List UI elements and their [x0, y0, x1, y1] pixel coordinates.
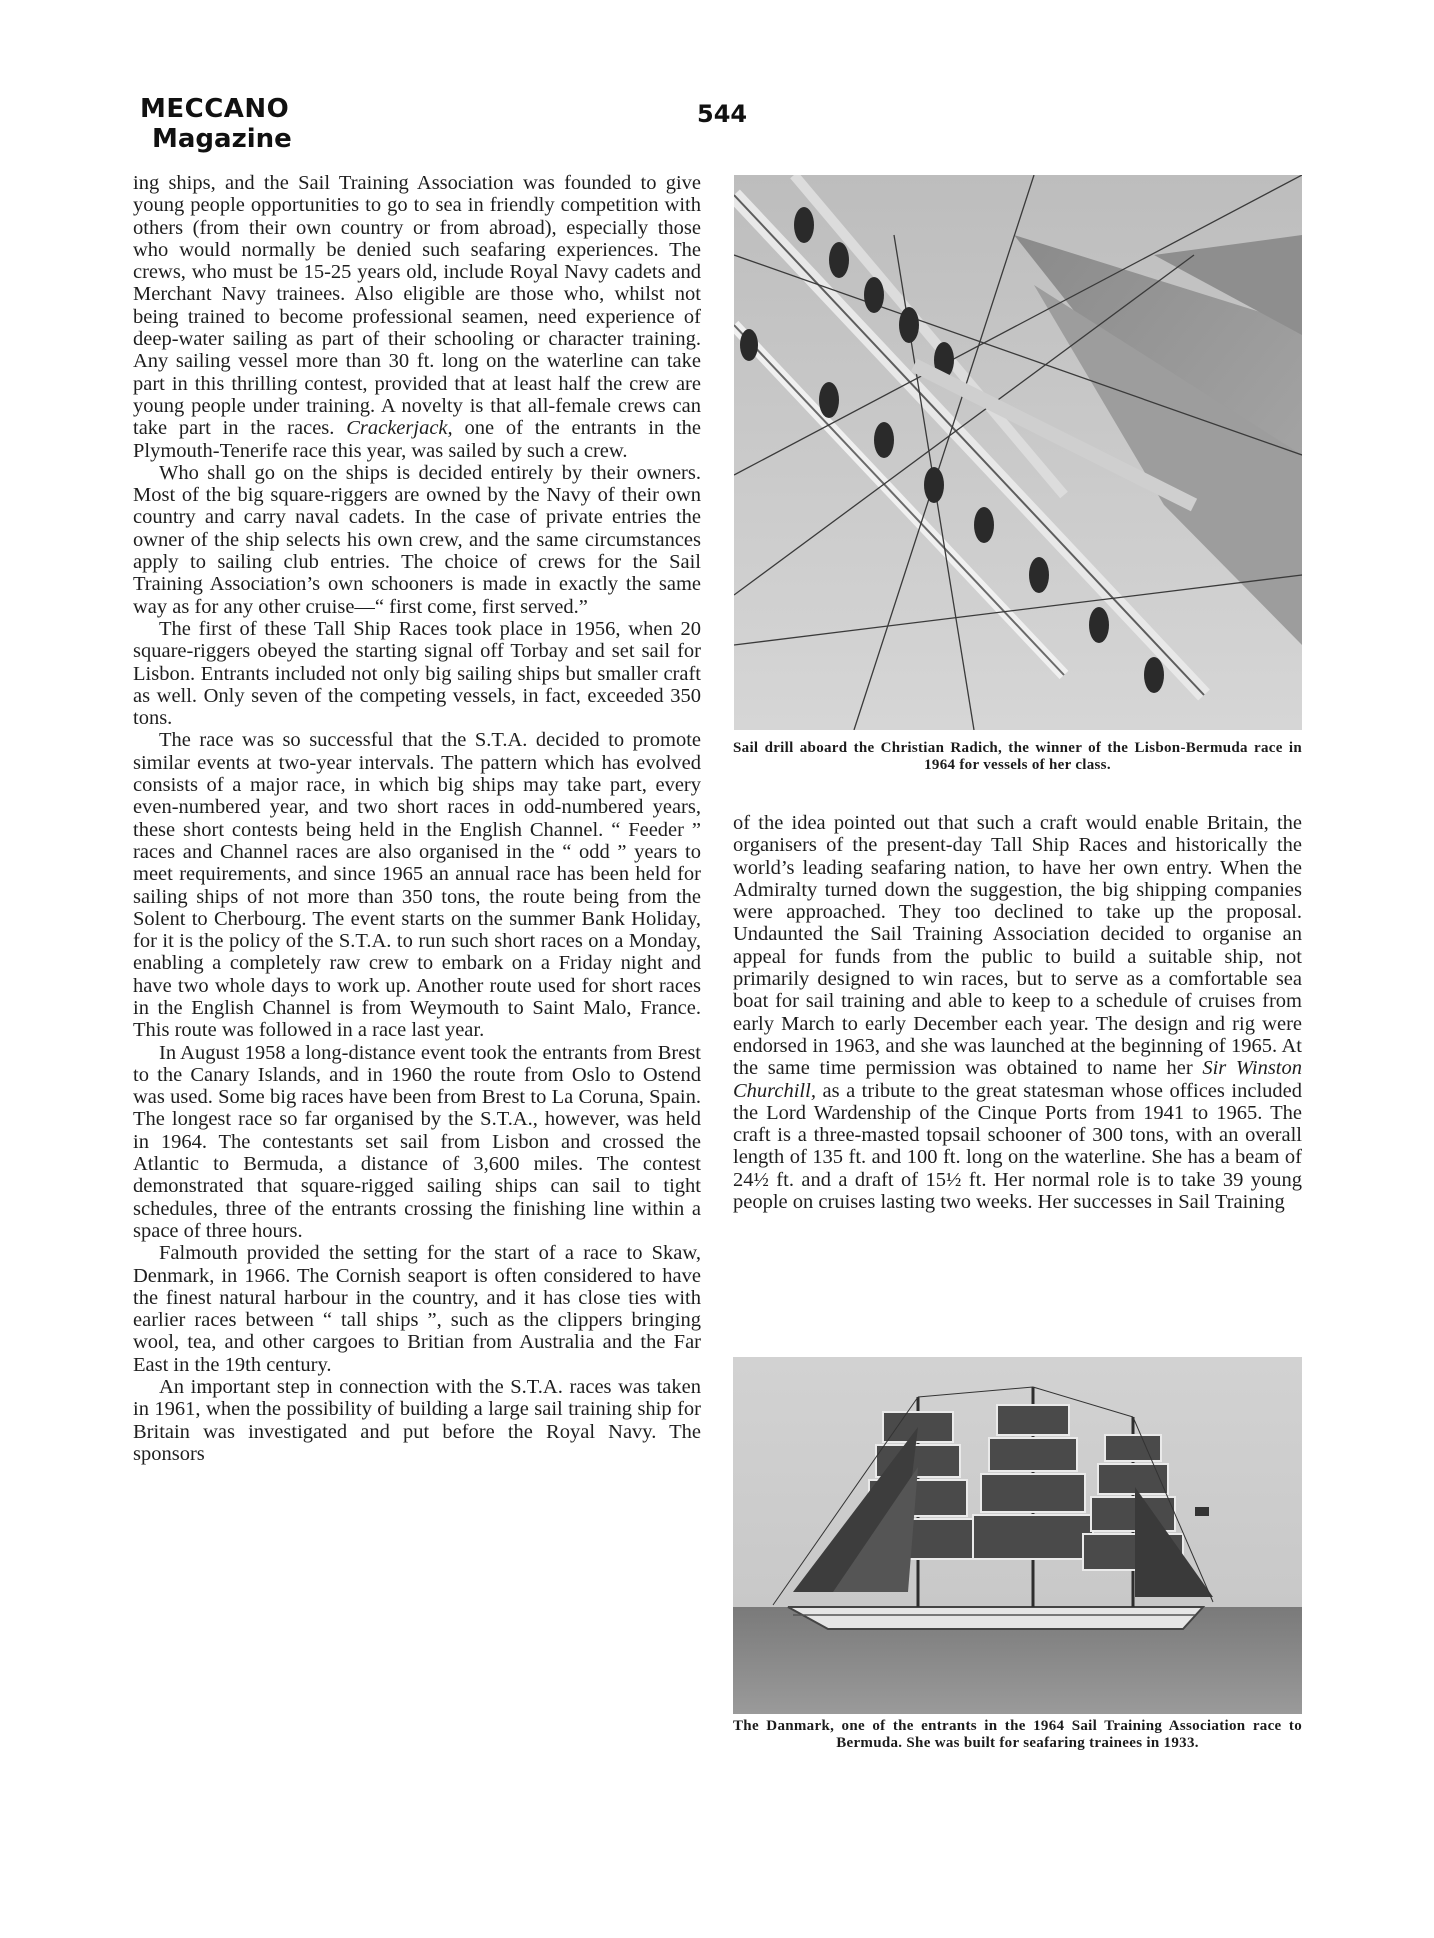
- paragraph: Who shall go on the ships is decided entirely by their owners. Most of the big square-riggers are owned by the Navy of their own country and carry naval cadets. In the case of private entries the owner of the ship selects his own crew, and the same circumstances apply to sailing club entries. The choice of crews for the Sail Training Association’s own schooners is made in exactly the same way as for any other cruise—“ first come, first served.”: [133, 461, 701, 618]
- paragraph: In August 1958 a long-distance event took the entrants from Brest to the Canary Islands, and in 1960 the route from Oslo to Ostend was used. Some big races have been from Brest to La Coruna, Spain. The longest race so far organised by the S.T.A., however, was held in 1964. The contestants set sail from Lisbon and crossed the Atlantic to Bermuda, a distance of 3,600 miles. The contest demonstrated that square-rigged sailing ships can sail to tight schedules, three of the entrants crossing the finishing line within a space of three hours.: [133, 1041, 701, 1242]
- masthead: [140, 96, 292, 152]
- masthead-title: MECCANO: [140, 94, 290, 124]
- paragraph: An important step in connection with the S.T.A. races was taken in 1961, when the possibility of building a large sail training ship for Britain was investigated and put before the Royal Navy. The sponsors: [133, 1376, 701, 1465]
- masthead-subtitle: Magazine: [152, 124, 292, 154]
- right-column: [733, 812, 1302, 1213]
- paragraph: of the idea pointed out that such a craft would enable Britain, the organisers of the present-day Tall Ship Races and historically the world’s leading seafaring nation, to have her own entry. When the Admiralty turned down the suggestion, the big shipping companies were approached. They too declined to take up the proposal. Undaunted the Sail Training Association decided to organise an appeal for funds from the public to build a suitable ship, not primarily designed to win races, but to serve as a comfortable sea boat for sail training and able to keep to a schedule of cruises from early March to early December each year. The design and rig were endorsed in 1963, and she was launched at the beginning of 1965. At the same time permission was obtained to name her Sir Winston Churchill, as a tribute to the great statesman whose offices included the Lord Wardenship of the Cinque Ports from 1941 to 1965. The craft is a three-masted topsail schooner of 300 tons, with an overall length of 135 ft. and 100 ft. long on the waterline. She has a beam of 24½ ft. and a draft of 15½ ft. Her normal role is to take 39 young people on cruises lasting two weeks. Her successes in Sail Training: [733, 812, 1302, 1214]
- photo-caption: The Danmark, one of the entrants in the 1964 Sail Training Association race to Bermuda. She was built for seafaring trainees in 1933.: [733, 1718, 1302, 1751]
- paragraph: The first of these Tall Ship Races took place in 1956, when 20 square-riggers obeyed the starting signal off Torbay and set sail for Lisbon. Entrants included not only big sailing ships but smaller craft as well. Only seven of the competing vessels, in fact, exceeded 350 tons.: [133, 617, 701, 730]
- ship-name-italic: Sir Winston Churchill,: [733, 1057, 1302, 1102]
- sail-drill-photo: [734, 175, 1302, 730]
- paragraph: The race was so successful that the S.T.A. decided to promote similar events at two-year intervals. The pattern which has evolved consists of a major race, in which big ships may take part, every even-numbered year, and two short races in odd-numbered years, these short contests being held in the English Channel. “ Feeder ” races and Channel races are also organised in the “ odd ” years to meet requirements, and since 1965 an annual race has been held for sailing ships of not more than 350 tons, the route being from the Solent to Cherbourg. The event starts on the summer Bank Holiday, for it is the policy of the S.T.A. to run such short races on a Monday, enabling a completely raw crew to embark on a Friday night and have two whole days to work up. Another route used for short races in the English Channel is from Weymouth to Saint Malo, France. This route was followed in a race last year.: [133, 729, 701, 1042]
- paragraph: Falmouth provided the setting for the start of a race to Skaw, Denmark, in 1966. The Cornish seaport is often considered to have the finest natural harbour in the country, and it has close ties with earlier races between “ tall ships ”, such as the clippers bringing wool, tea, and other cargoes to Britian from Australia and the Far East in the 19th century.: [133, 1242, 701, 1376]
- danmark-ship-photo: [733, 1357, 1302, 1714]
- page-number: 544: [697, 100, 748, 128]
- ship-name-italic: Crackerjack,: [346, 417, 453, 440]
- left-column: [133, 172, 701, 1465]
- paragraph: ing ships, and the Sail Training Association was founded to give young people opportunities to go to sea in friendly competition with others (from their own country or from abroad), especially those who would normally be denied such seafaring experiences. The crews, who must be 15-25 years old, include Royal Navy cadets and Merchant Navy trainees. Also eligible are those who, whilst not being trained to become professional seamen, need experience of deep-water sailing as part of their schooling or character training. Any sailing vessel more than 30 ft. long on the waterline can take part in this thrilling contest, provided that at least half the crew are young people under training. A novelty is that all-female crews can take part in the races. Crackerjack, one of the entrants in the Plymouth-Tenerife race this year, was sailed by such a crew.: [133, 172, 702, 462]
- photo-caption: Sail drill aboard the Christian Radich, the winner of the Lisbon-Bermuda race in 1964 for vessels of her class.: [733, 740, 1302, 773]
